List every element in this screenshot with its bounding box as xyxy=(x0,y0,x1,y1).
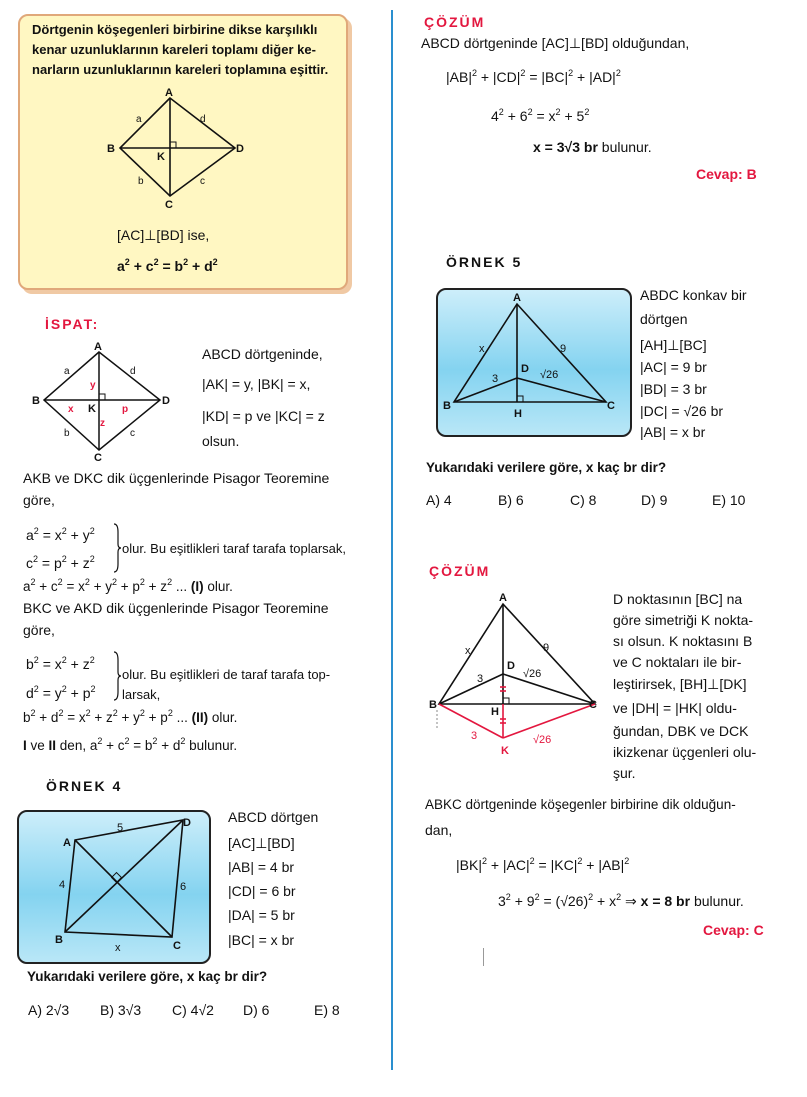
theorem-formula: $a^2 + c^2 = b^2 + d^2$ xyxy=(117,257,218,274)
solution4-answer: Cevap: B xyxy=(696,166,757,182)
example4-given-5: |BC| = x br xyxy=(228,932,295,948)
solution5-desc-3: ve C noktaları ile bir- xyxy=(613,654,742,670)
example5-title: ÖRNEK 5 xyxy=(446,254,523,270)
theorem-fig-B: B xyxy=(107,143,115,155)
example4-title: ÖRNEK 4 xyxy=(46,778,123,794)
theorem-line-3: narların uzunluklarının kareleri toplamına eşittir. xyxy=(32,62,329,77)
proof-eq-note-2a: olur. Bu eşitlikleri de taraf tarafa top- xyxy=(122,667,331,682)
solution5-desc-0: D noktasının [BC] na xyxy=(613,591,743,607)
solution5-desc-2: sı olsun. K noktasını B xyxy=(613,633,753,649)
example5-given-1: dörtgen xyxy=(640,311,688,327)
example4-option-a[interactable]: A) 2√3 xyxy=(28,1002,70,1018)
proof-text-2a: BKC ve AKD dik üçgenlerinde Pisagor Teoremine xyxy=(23,600,329,616)
proof-figure xyxy=(32,340,182,462)
proof-fig-p: p xyxy=(122,404,129,415)
example5-given-4: |BD| = 3 br xyxy=(640,381,707,397)
solution5-line-1b: dan, xyxy=(425,822,453,838)
example5-fig-B: B xyxy=(443,400,451,412)
example4-given-2: |AB| = 4 br xyxy=(228,859,295,875)
proof-fig-x: x xyxy=(68,404,74,415)
example4-option-e[interactable]: E) 8 xyxy=(314,1002,340,1018)
example4-given-4: |DA| = 5 br xyxy=(228,907,295,923)
example5-option-a[interactable]: A) 4 xyxy=(426,492,452,508)
proof-brace-2 xyxy=(112,650,122,702)
proof-intro: ABCD dörtgeninde, xyxy=(202,346,323,362)
proof-fig-A: A xyxy=(94,341,102,353)
proof-fig-C: C xyxy=(94,452,102,462)
example4-given-3: |CD| = 6 br xyxy=(228,883,296,899)
example5-fig-H: H xyxy=(514,408,522,420)
proof-text-2b: göre, xyxy=(23,622,55,638)
theorem-condition: [AC]⊥[BD] ise, xyxy=(117,227,210,243)
solution5-answer: Cevap: C xyxy=(703,922,764,938)
solution5-desc-5: ve |DH| = |HK| oldu- xyxy=(613,700,737,716)
solution4-result-suffix: bulunur. xyxy=(601,139,652,155)
theorem-fig-K: K xyxy=(157,151,165,163)
solution5-fig-9: 9 xyxy=(543,642,550,654)
solution4-eq-2: $4^2 + 6^2 = x^2 + 5^2$ xyxy=(491,107,590,124)
solution5-fig-C: C xyxy=(589,699,597,711)
example5-option-d[interactable]: D) 9 xyxy=(641,492,668,508)
example5-fig-x: x xyxy=(479,343,485,355)
proof-fig-b: b xyxy=(64,428,70,439)
proof-def-1: |AK| = y, |BK| = x, xyxy=(202,376,311,392)
solution5-desc-6: ğundan, DBK ve DCK xyxy=(613,723,749,739)
example5-fig-26: √26 xyxy=(540,369,559,381)
solution4-eq-1: $|AB|^2 + |CD|^2 = |BC|^2 + |AD|^2$ xyxy=(446,68,621,85)
solution5-fig-3: 3 xyxy=(477,673,484,685)
example4-fig-6: 6 xyxy=(180,881,187,893)
example4-option-d[interactable]: D) 6 xyxy=(243,1002,270,1018)
solution5-desc-7: ikizkenar üçgenleri olu- xyxy=(613,744,757,760)
theorem-fig-a: a xyxy=(136,114,142,125)
solution5-eq-1: $|BK|^2 + |AC|^2 = |KC|^2 + |AB|^2$ xyxy=(456,856,630,873)
proof-fig-z: z xyxy=(100,418,105,429)
example4-figure xyxy=(17,810,207,960)
example5-fig-9: 9 xyxy=(560,343,567,355)
example4-fig-D: D xyxy=(183,817,191,829)
solution5-fig-K: K xyxy=(501,745,509,757)
proof-text-1a: AKB ve DKC dik üçgenlerinde Pisagor Teoremine xyxy=(23,470,330,486)
example5-figure xyxy=(436,288,628,433)
solution4-result: x = 3√3 br xyxy=(533,139,598,155)
example5-given-2: [AH]⊥[BC] xyxy=(640,337,707,353)
theorem-fig-C: C xyxy=(165,199,173,211)
solution4-result-row xyxy=(533,139,652,155)
example4-given-0: ABCD dörtgen xyxy=(228,809,319,825)
theorem-fig-d: d xyxy=(200,114,206,125)
pen-mark xyxy=(483,948,484,966)
example5-question: Yukarıdaki verilere göre, x kaç br dir? xyxy=(426,460,667,475)
example5-given-3: |AC| = 9 br xyxy=(640,359,707,375)
solution5-eq-2: $3^2 + 9^2 = (√26)^2 + x^2$ ⇒ x = 8 br bulunur. xyxy=(498,892,744,909)
solution5-figure xyxy=(425,588,605,758)
example5-fig-C: C xyxy=(607,400,615,412)
example4-fig-A: A xyxy=(63,837,71,849)
proof-def-2: |KD| = p ve |KC| = z xyxy=(202,408,325,424)
proof-fig-K: K xyxy=(88,403,96,415)
solution5-fig-H: H xyxy=(491,706,499,718)
theorem-fig-c: c xyxy=(200,176,205,187)
example4-fig-x: x xyxy=(115,942,121,954)
example5-given-5: |DC| = √26 br xyxy=(640,403,724,419)
example4-fig-5: 5 xyxy=(117,822,124,834)
solution5-fig-3b: 3 xyxy=(471,730,478,742)
example4-fig-B: B xyxy=(55,934,63,946)
proof-sum-2: $b^2 + d^2 = x^2 + z^2 + y^2 + p^2$ ... (II) olur. xyxy=(23,708,238,725)
solution5-heading: ÇÖZÜM xyxy=(429,563,491,579)
proof-fig-d: d xyxy=(130,366,136,377)
example4-question: Yukarıdaki verilere göre, x kaç br dir? xyxy=(27,969,268,984)
example4-fig-4: 4 xyxy=(59,879,66,891)
example5-fig-3: 3 xyxy=(492,373,499,385)
example5-given-6: |AB| = x br xyxy=(640,424,706,440)
solution5-fig-x: x xyxy=(465,645,471,657)
proof-fig-a: a xyxy=(64,366,70,377)
proof-fig-D: D xyxy=(162,395,170,407)
proof-fig-c: c xyxy=(130,428,135,439)
example5-given-0: ABDC konkav bir xyxy=(640,287,747,303)
example5-fig-D: D xyxy=(521,363,529,375)
example4-given-1: [AC]⊥[BD] xyxy=(228,835,295,851)
proof-brace-1 xyxy=(112,522,122,574)
solution5-eq-2-suffix: bulunur. xyxy=(690,893,744,909)
solution4-heading: ÇÖZÜM xyxy=(424,14,486,30)
proof-eq-2: $c^2 = p^2 + z^2$ xyxy=(26,554,95,571)
theorem-fig-b: b xyxy=(138,176,144,187)
proof-fig-y: y xyxy=(90,380,96,391)
theorem-line-1: Dörtgenin köşegenleri birbirine dikse karşılıklı xyxy=(32,22,318,37)
solution4-line-1: ABCD dörtgeninde [AC]⊥[BD] olduğundan, xyxy=(421,35,690,51)
proof-def-3: olsun. xyxy=(202,433,240,449)
example5-option-b[interactable]: B) 6 xyxy=(498,492,524,508)
example4-option-b[interactable]: B) 3√3 xyxy=(100,1002,142,1018)
example5-option-e[interactable]: E) 10 xyxy=(712,492,746,508)
proof-eq-note-1: olur. Bu eşitlikleri taraf tarafa toplarsak, xyxy=(122,541,346,556)
proof-text-1b: göre, xyxy=(23,492,55,508)
solution5-desc-8: şur. xyxy=(613,765,636,781)
theorem-line-2: kenar uzunluklarının kareleri toplamı diğer ke- xyxy=(32,42,316,57)
proof-eq-note-2b: larsak, xyxy=(122,687,161,702)
proof-heading: İSPAT: xyxy=(45,316,100,332)
solution5-fig-D: D xyxy=(507,660,515,672)
theorem-figure xyxy=(100,86,260,211)
solution5-fig-26b: √26 xyxy=(533,734,552,746)
proof-eq-3: $b^2 = x^2 + z^2$ xyxy=(26,655,95,672)
solution5-fig-A: A xyxy=(499,592,507,604)
proof-conclusion: I ve II den, $a^2 + c^2 = b^2 + d^2$ bulunur. xyxy=(23,736,238,753)
theorem-fig-A: A xyxy=(165,87,173,99)
example5-option-c[interactable]: C) 8 xyxy=(570,492,597,508)
proof-sum-1: $a^2 + c^2 = x^2 + y^2 + p^2 + z^2$ ... (I) olur. xyxy=(23,577,233,594)
solution5-eq-2-result: x = 8 br xyxy=(640,893,691,909)
solution5-desc-4: leştirirsek, [BH]⊥[DK] xyxy=(613,676,747,692)
example4-fig-C: C xyxy=(173,940,181,952)
solution5-desc-1: göre simetriği K nokta- xyxy=(613,612,754,628)
theorem-fig-D: D xyxy=(236,143,244,155)
solution5-fig-B: B xyxy=(429,699,437,711)
proof-fig-B: B xyxy=(32,395,40,407)
solution5-line-1a: ABKC dörtgeninde köşegenler birbirine dik olduğun- xyxy=(425,797,736,812)
solution5-fig-26: √26 xyxy=(523,668,542,680)
example5-fig-A: A xyxy=(513,292,521,304)
proof-eq-1: $a^2 = x^2 + y^2$ xyxy=(26,526,95,543)
proof-eq-4: $d^2 = y^2 + p^2$ xyxy=(26,684,96,701)
column-divider xyxy=(391,10,393,1070)
example4-option-c[interactable]: C) 4√2 xyxy=(172,1002,214,1018)
